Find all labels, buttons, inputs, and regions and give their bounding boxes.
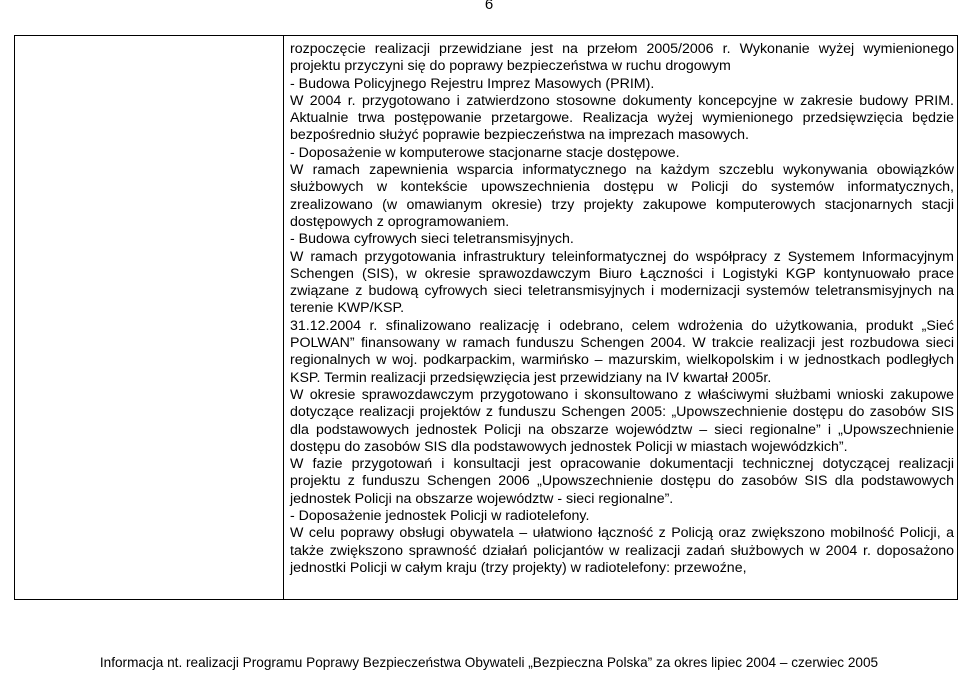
paragraph: W ramach przygotowania infrastruktury teleinformatycznej do współpracy z Systemem Informacyjnym Schengen (SIS), w okresie sprawozdawczym Biuro Łączności i Logistyki KGP kontynuowało prace związane z budową cyfrowych sieci teletransmisyjnych i modernizacji systemów teletransmisyjnych na terenie KWP/KSP.	[290, 248, 954, 317]
paragraph: W 2004 r. przygotowano i zatwierdzono stosowne dokumenty koncepcyjne w zakresie budowy PRIM. Aktualnie trwa postępowanie przetargowe. Realizacja wyżej wymienionego przedsięwzięcia będzie bezpośrednio służyć poprawie bezpieczeństwa na imprezach masowych.	[290, 92, 954, 144]
list-item: - Doposażenie jednostek Policji w radiotelefony.	[290, 508, 590, 525]
list-item: - Doposażenie w komputerowe stacjonarne stacje dostępowe.	[290, 144, 680, 161]
column-divider	[283, 36, 284, 599]
paragraph: W fazie przygotowań i konsultacji jest opracowanie dokumentacji technicznej dotyczącej realizacji projektu z funduszu Schengen 2006 „Upowszechnienie dostępu do zasobów SIS dla podstawowych jednostek Policji na obszarze województw - sieci regionalne”.	[290, 456, 954, 507]
page-footer: Informacja nt. realizacji Programu Poprawy Bezpieczeństwa Obywateli „Bezpieczna Polska” za okres lipiec 2004 – czerwiec 2005	[99, 655, 879, 670]
paragraph: W okresie sprawozdawczym przygotowano i skonsultowano z właściwymi służbami wnioski zakupowe dotyczące realizacji projektów z funduszu Schengen 2005: „Upowszechnienie dostępu do zasobów SIS dla podstawowych jednostek Policji na obszarze województw – sieci regionalne” i „Upowszechnienie dostępu do zasobów SIS dla podstawowych jednostek Policji w miastach wojewódzkich”.	[290, 386, 954, 455]
content-cell	[290, 41, 954, 577]
paragraph: W celu poprawy obsługi obywatela – ułatwiono łączność z Policją oraz zwiększono mobilność Policji, a także zwiększono sprawność działań policjantów w realizacji zadań służbowych w 2004 r. doposażono jednostki Policji w całym kraju (trzy projekty) w radiotelefony: przewoźne,	[290, 525, 954, 576]
list-item: - Budowa cyfrowych sieci teletransmisyjnych.	[290, 231, 574, 248]
list-item: - Budowa Policyjnego Rejestru Imprez Masowych (PRIM).	[290, 75, 655, 92]
paragraph: rozpoczęcie realizacji przewidziane jest na przełom 2005/2006 r. Wykonanie wyżej wymienionego projektu przyczyni się do poprawy bezpieczeństwa w ruchu drogowym	[290, 41, 954, 75]
content-table	[14, 35, 958, 600]
page-number: 6	[484, 0, 494, 13]
paragraph: 31.12.2004 r. sfinalizowano realizację i odebrano, celem wdrożenia do użytkowania, produkt „Sieć POLWAN” finansowany w ramach funduszu Schengen 2004. W trakcie realizacji jest rozbudowa sieci regionalnych w woj. podkarpackim, warmińsko – mazurskim, wielkopolskim i w jednostkach podległych KSP. Termin realizacji przedsięwzięcia jest przewidziany na IV kwartał 2005r.	[290, 317, 954, 386]
paragraph: W ramach zapewnienia wsparcia informatycznego na każdym szczeblu wykonywania obowiązków służbowych w kontekście upowszechnienia dostępu w Policji do systemów informatycznych, zrealizowano (w omawianym okresie) trzy projekty zakupowe komputerowych stacjonarnych stacji dostępowych z oprogramowaniem.	[290, 162, 954, 230]
